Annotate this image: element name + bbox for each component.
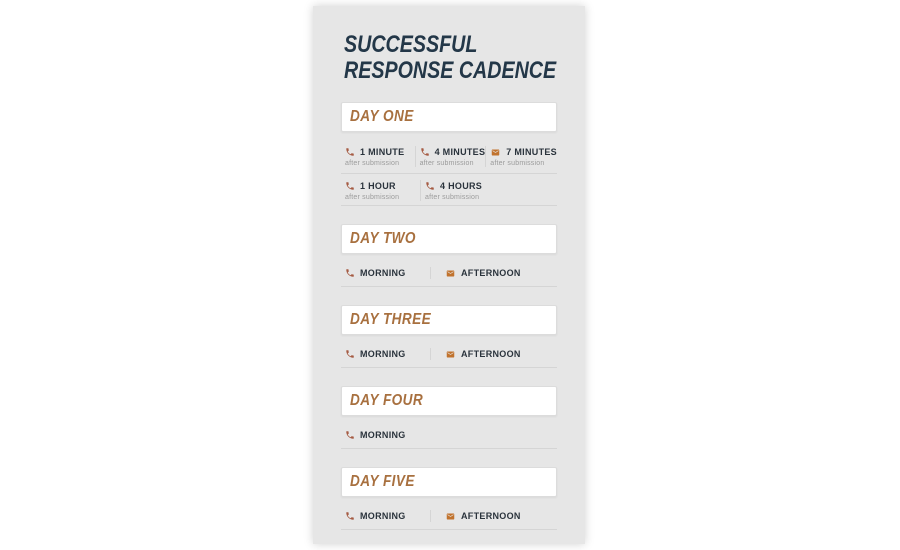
- item-label: MORNING: [360, 430, 406, 440]
- envelope-icon: [490, 148, 501, 157]
- item-line: [420, 146, 486, 158]
- item-line: [445, 348, 557, 360]
- item-label: MORNING: [360, 349, 406, 359]
- day-header-label: DAY TWO: [350, 230, 416, 247]
- envelope-icon: [445, 512, 456, 521]
- cadence-item: [341, 146, 415, 167]
- item-line: [445, 267, 557, 279]
- day-header-day-two: [341, 224, 557, 254]
- phone-icon: [345, 511, 355, 521]
- cadence-item: [341, 429, 557, 441]
- day-header-day-four: [341, 386, 557, 416]
- item-label: MORNING: [360, 511, 406, 521]
- item-line: [425, 180, 557, 192]
- phone-icon: [425, 181, 435, 191]
- cadence-item: [430, 510, 557, 522]
- day-header-day-three: [341, 305, 557, 335]
- cadence-item: [341, 510, 430, 522]
- day-header-day-one: [341, 102, 557, 132]
- items-row: [341, 267, 557, 287]
- envelope-icon: [445, 269, 456, 278]
- item-sub-label: after submission: [419, 160, 474, 167]
- item-line: [345, 510, 430, 522]
- item-sub-label: after submission: [345, 160, 400, 167]
- item-label: 1 MINUTE: [360, 147, 405, 157]
- title-line-1: SUCCESSFUL: [344, 31, 478, 58]
- item-label: AFTERNOON: [461, 349, 521, 359]
- day-header-label: DAY FOUR: [350, 392, 424, 409]
- phone-icon: [345, 349, 355, 359]
- item-sub-label: after submission: [345, 194, 400, 201]
- cadence-item: [341, 180, 420, 201]
- items-row: [341, 348, 557, 368]
- cadence-item: [415, 146, 486, 167]
- phone-icon: [345, 181, 355, 191]
- phone-icon: [420, 147, 430, 157]
- items-row: [341, 510, 557, 530]
- item-label: AFTERNOON: [461, 511, 521, 521]
- item-label: AFTERNOON: [461, 268, 521, 278]
- item-label: 7 MINUTES: [506, 147, 557, 157]
- item-line: [345, 146, 415, 158]
- cadence-item: [341, 348, 430, 360]
- phone-icon: [345, 268, 355, 278]
- item-label: 4 HOURS: [440, 181, 483, 191]
- phone-icon: [345, 430, 355, 440]
- items-row: [341, 429, 557, 449]
- item-sub-label: after submission: [425, 194, 480, 201]
- item-line: [345, 267, 430, 279]
- item-label: MORNING: [360, 268, 406, 278]
- day-header-label: DAY ONE: [350, 108, 414, 125]
- items-row: [341, 174, 557, 206]
- day-header-day-five: [341, 467, 557, 497]
- item-label: 1 HOUR: [360, 181, 396, 191]
- item-line: [345, 429, 557, 441]
- phone-icon: [345, 147, 355, 157]
- items-row: [341, 146, 557, 174]
- poster-title: [344, 31, 557, 84]
- item-line: [490, 146, 557, 158]
- item-line: [445, 510, 557, 522]
- cadence-item: [420, 180, 557, 201]
- item-label: 4 MINUTES: [434, 147, 486, 157]
- cadence-item: [430, 267, 557, 279]
- item-line: [345, 348, 430, 360]
- day-header-label: DAY THREE: [350, 311, 432, 328]
- cadence-item: [485, 146, 557, 167]
- cadence-item: [341, 267, 430, 279]
- item-sub-label: after submission: [490, 160, 545, 167]
- envelope-icon: [445, 350, 456, 359]
- day-header-label: DAY FIVE: [350, 473, 415, 490]
- item-line: [345, 180, 420, 192]
- response-cadence-poster: [313, 6, 585, 544]
- title-line-2: RESPONSE CADENCE: [344, 57, 557, 84]
- cadence-item: [430, 348, 557, 360]
- poster-content: [313, 6, 585, 530]
- day-sections: [341, 102, 557, 530]
